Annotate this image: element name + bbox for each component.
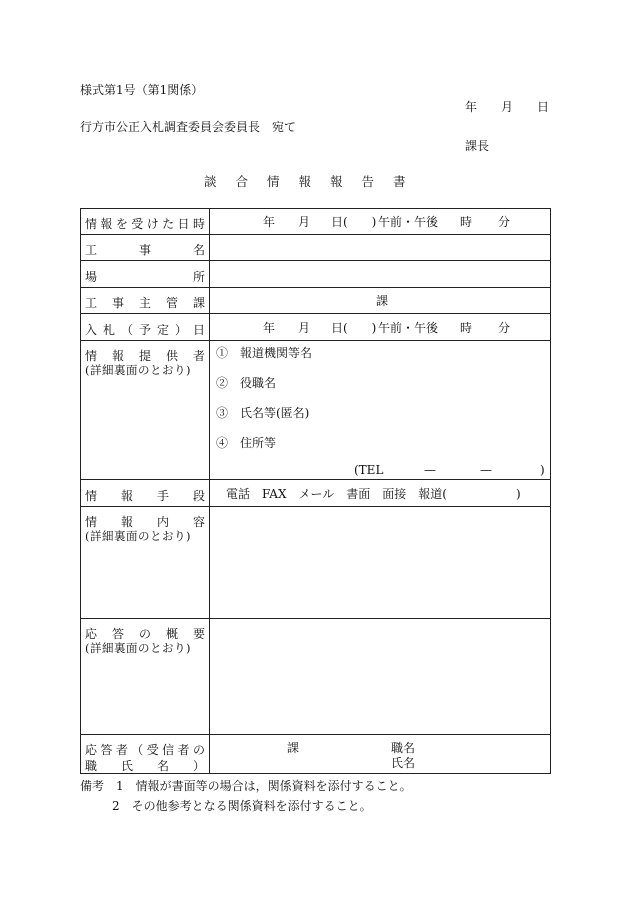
row-informant bbox=[81, 341, 551, 480]
tel-dash-1: — bbox=[424, 463, 436, 477]
label-method: 情報手段 bbox=[81, 480, 210, 507]
date-day: 日 bbox=[537, 100, 550, 114]
addressee: 行方市公正入札調査委員会委員長 宛て bbox=[80, 120, 297, 134]
note-1: 備考 1 情報が書面等の場合は，関係資料を添付すること。 bbox=[80, 779, 412, 793]
form-number: 様式第1号（第1関係） bbox=[80, 83, 204, 97]
row-respondent bbox=[81, 735, 551, 774]
respondent-name: 氏名 bbox=[391, 756, 416, 770]
note-2: 2 その他参考となる関係資料を添付すること。 bbox=[112, 799, 372, 813]
method-options: 電話 FAX メール 書面 面接 報道( bbox=[226, 487, 447, 501]
informant-item-1: ① 報道機関等名 bbox=[216, 346, 313, 360]
informant-item-3: ③ 氏名等(匿名) bbox=[216, 406, 310, 420]
hour-label: 時 bbox=[460, 215, 473, 229]
row-location bbox=[81, 261, 551, 288]
day-label: 日( ) bbox=[331, 215, 377, 229]
value-managing-section[interactable] bbox=[210, 288, 551, 314]
row-response bbox=[81, 619, 551, 735]
tel-close: ) bbox=[540, 463, 545, 477]
month-label: 月 bbox=[298, 321, 311, 335]
date-month: 月 bbox=[501, 100, 514, 114]
year-label: 年 bbox=[263, 215, 276, 229]
row-project-name bbox=[81, 235, 551, 261]
value-response[interactable] bbox=[210, 619, 551, 735]
value-bid-date[interactable] bbox=[210, 314, 551, 341]
value-content[interactable] bbox=[210, 507, 551, 619]
row-managing-section bbox=[81, 288, 551, 314]
label-response: 応答の概要 (詳細裏面のとおり) bbox=[81, 619, 210, 735]
date-year: 年 bbox=[465, 100, 478, 114]
row-received-date bbox=[81, 209, 551, 235]
sender-title: 課長 bbox=[465, 139, 490, 153]
document-title: 談合情報報告書 bbox=[204, 174, 425, 189]
row-bid-date bbox=[81, 314, 551, 341]
value-respondent[interactable] bbox=[210, 735, 551, 774]
row-content bbox=[81, 507, 551, 619]
tel-open: (TEL bbox=[354, 463, 384, 477]
label-informant: 情報提供者 (詳細裏面のとおり) bbox=[81, 341, 210, 480]
value-project-name[interactable] bbox=[210, 235, 551, 261]
month-label: 月 bbox=[298, 215, 311, 229]
section-suffix: 課 bbox=[376, 294, 389, 308]
informant-item-4: ④ 住所等 bbox=[216, 436, 277, 450]
label-bid-date: 入札（予定）日 bbox=[81, 314, 210, 341]
ampm-label: 午前・午後 bbox=[378, 215, 439, 229]
row-method bbox=[81, 480, 551, 507]
report-form-table bbox=[80, 208, 551, 774]
respondent-section: 課 bbox=[287, 741, 300, 755]
tel-dash-2: — bbox=[480, 463, 492, 477]
label-content: 情報内容 (詳細裏面のとおり) bbox=[81, 507, 210, 619]
year-label: 年 bbox=[263, 321, 276, 335]
value-received-date[interactable] bbox=[210, 209, 551, 235]
method-close: ) bbox=[516, 487, 521, 501]
hour-label: 時 bbox=[460, 321, 473, 335]
minute-label: 分 bbox=[498, 215, 511, 229]
label-location: 場所 bbox=[81, 261, 210, 288]
day-label: 日( ) bbox=[331, 321, 377, 335]
minute-label: 分 bbox=[498, 321, 511, 335]
label-received-date: 情報を受けた日時 bbox=[81, 209, 210, 235]
value-location[interactable] bbox=[210, 261, 551, 288]
informant-item-2: ② 役職名 bbox=[216, 376, 277, 390]
label-respondent: 応答者（受信者の 職氏名） bbox=[81, 735, 210, 774]
value-method[interactable] bbox=[210, 480, 551, 507]
label-managing-section: 工事主管課 bbox=[81, 288, 210, 314]
ampm-label: 午前・午後 bbox=[378, 321, 439, 335]
respondent-position: 職名 bbox=[391, 741, 416, 755]
label-project-name: 工事名 bbox=[81, 235, 210, 261]
value-informant[interactable] bbox=[210, 341, 551, 480]
